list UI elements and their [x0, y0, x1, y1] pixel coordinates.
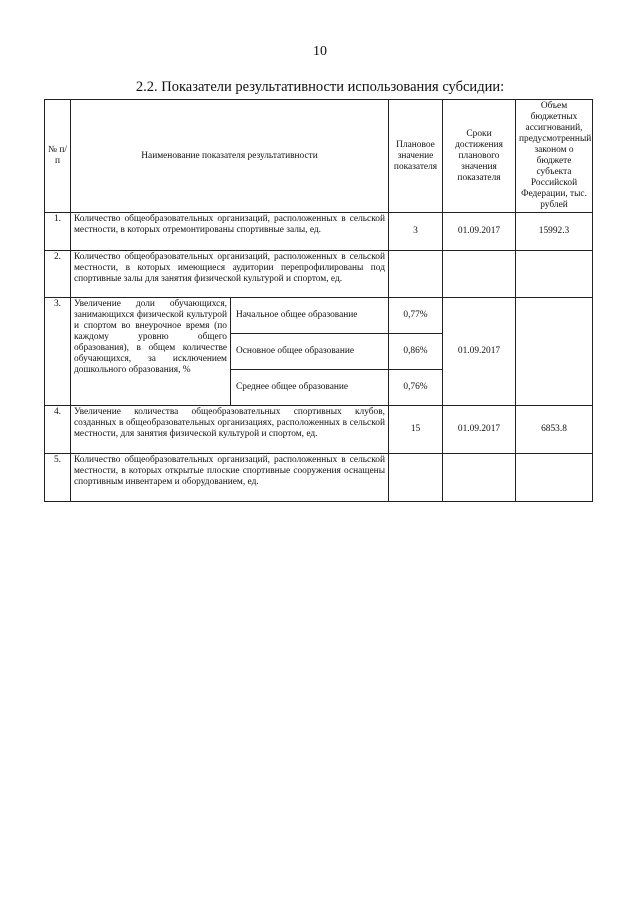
header-name: Наименование показателя результативности	[71, 100, 389, 213]
table-row	[45, 406, 593, 454]
row-plan: 0,77%	[389, 298, 443, 334]
row-plan: 15	[389, 406, 443, 454]
row-name: Количество общеобразовательных организаций, расположенных в сельской местности, в которых имеющиеся аудитории перепрофилированы под спортивные залы для занятия физической культурой и спортом, ед.	[71, 251, 389, 298]
education-level: Начальное общее образование	[231, 298, 389, 334]
row-plan	[389, 251, 443, 298]
header-budget: Объем бюджетных ассигнований, предусмотренный законом о бюджете субъекта Российской Федерации, тыс. рублей	[516, 100, 593, 213]
row-budget: 15992.3	[516, 213, 593, 251]
row-plan	[389, 454, 443, 502]
education-level: Основное общее образование	[231, 334, 389, 370]
row-budget	[516, 251, 593, 298]
row-plan: 3	[389, 213, 443, 251]
header-deadline: Сроки достижения планового значения показателя	[443, 100, 516, 213]
row-budget: 6853.8	[516, 406, 593, 454]
header-plan: Плановое значение показателя	[389, 100, 443, 213]
row-num: 2.	[45, 251, 71, 298]
row-deadline: 01.09.2017	[443, 406, 516, 454]
education-level: Среднее общее образование	[231, 370, 389, 406]
row-name: Увеличение доли обучающихся, занимающихся физической культурой и спортом во внеурочное время (по каждому уровню общего образования), в общем количестве обучающихся, за исключением дошкольного образования, %	[71, 298, 231, 406]
row-name: Увеличение количества общеобразовательных спортивных клубов, созданных в общеобразовательных организациях, расположенных в сельской местности, для занятия физической культурой и спортом, ед.	[71, 406, 389, 454]
table-row	[45, 298, 593, 334]
header-num: № п/п	[45, 100, 71, 213]
row-plan: 0,86%	[389, 334, 443, 370]
row-deadline	[443, 251, 516, 298]
table-row	[45, 251, 593, 298]
row-num: 1.	[45, 213, 71, 251]
section-title: 2.2. Показатели результативности использования субсидии:	[135, 79, 505, 95]
row-budget	[516, 454, 593, 502]
row-num: 4.	[45, 406, 71, 454]
row-name: Количество общеобразовательных организаций, расположенных в сельской местности, в которых открытые плоские спортивные сооружения оснащены спортивным инвентарем и оборудованием, ед.	[71, 454, 389, 502]
row-deadline	[443, 454, 516, 502]
row-num: 3.	[45, 298, 71, 406]
row-deadline: 01.09.2017	[443, 298, 516, 406]
table-row	[45, 213, 593, 251]
table-header-row	[45, 100, 593, 213]
row-deadline: 01.09.2017	[443, 213, 516, 251]
row-plan: 0,76%	[389, 370, 443, 406]
indicators-table	[44, 99, 593, 502]
row-budget	[516, 298, 593, 406]
row-name: Количество общеобразовательных организаций, расположенных в сельской местности, в которых отремонтированы спортивные залы, ед.	[71, 213, 389, 251]
row-num: 5.	[45, 454, 71, 502]
table-row	[45, 454, 593, 502]
page-number: 10	[313, 44, 327, 59]
